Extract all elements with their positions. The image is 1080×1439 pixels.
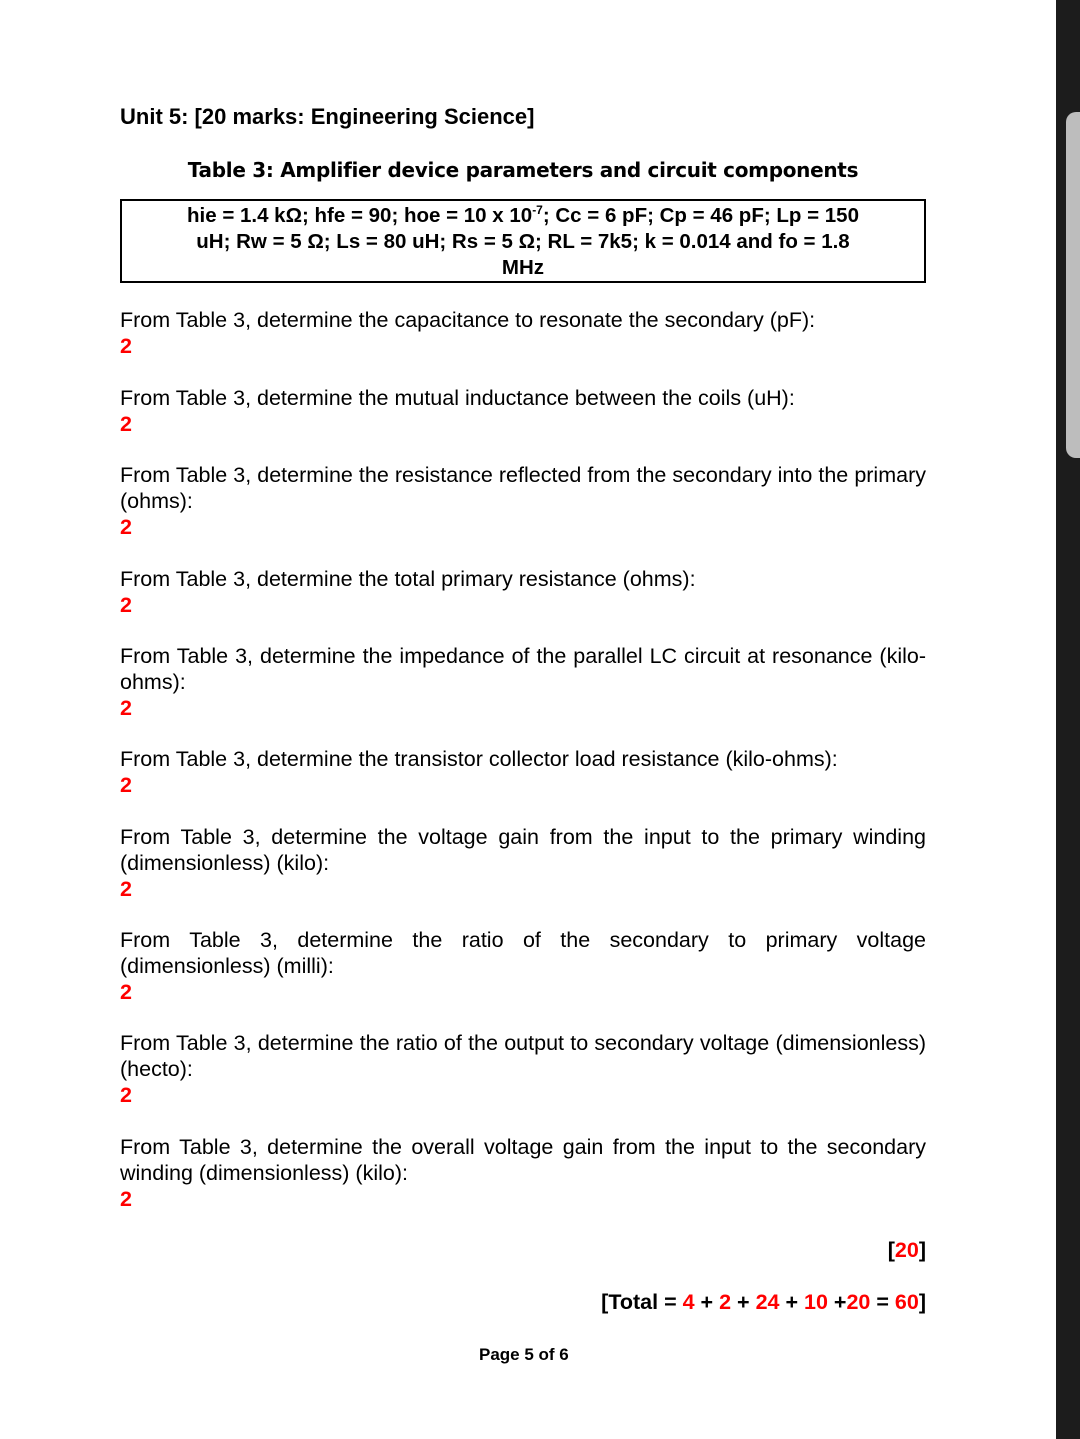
total-term: 24 (755, 1290, 780, 1314)
question-5 (120, 643, 926, 721)
scrollbar-thumb[interactable] (1066, 112, 1080, 458)
bracket-close: ] (918, 1238, 926, 1262)
params-line2: uH; Rw = 5 Ω; Ls = 80 uH; Rs = 5 Ω; RL = 7k5; k = 0.014 and fo = 1.8 (196, 230, 850, 253)
question-3 (120, 462, 926, 540)
question-text: From Table 3, determine the transistor collector load resistance (kilo-ohms): (120, 747, 838, 771)
total-marks-line (601, 1290, 926, 1315)
parameter-table (120, 199, 926, 283)
question-mark: 2 (120, 593, 132, 617)
params-line3: MHz (501, 256, 545, 279)
question-7 (120, 824, 926, 902)
question-text: From Table 3, determine the resistance reflected from the secondary into the primary (ohms): (120, 463, 926, 513)
question-text: From Table 3, determine the ratio of the output to secondary voltage (dimensionless) (hecto): (120, 1031, 926, 1081)
question-6 (120, 746, 926, 798)
total-term: 4 (682, 1290, 695, 1314)
question-mark: 2 (120, 412, 132, 436)
unit-heading: Unit 5: [20 marks: Engineering Science] (120, 104, 535, 129)
question-text: From Table 3, determine the voltage gain from the input to the primary winding (dimensionless) (kilo): (120, 825, 926, 875)
total-term: 20 (846, 1290, 871, 1314)
question-text: From Table 3, determine the ratio of the secondary to primary voltage (dimensionless) (milli): (120, 928, 926, 978)
section-marks (888, 1238, 926, 1263)
question-mark: 2 (120, 877, 132, 901)
question-text: From Table 3, determine the mutual inductance between the coils (uH): (120, 386, 795, 410)
table-caption: Table 3: Amplifier device parameters and circuit components (187, 158, 859, 182)
params-exponent: -7 (532, 203, 543, 217)
question-text: From Table 3, determine the capacitance to resonate the secondary (pF): (120, 308, 816, 332)
question-mark: 2 (120, 1083, 132, 1107)
question-1 (120, 307, 926, 359)
question-text: From Table 3, determine the overall voltage gain from the input to the secondary winding (dimensionless) (kilo): (120, 1135, 926, 1185)
total-term: 10 (804, 1290, 828, 1314)
total-operator: + (827, 1290, 847, 1314)
question-10 (120, 1134, 926, 1212)
total-term: 2 (719, 1290, 732, 1314)
question-mark: 2 (120, 334, 132, 358)
question-mark: 2 (120, 696, 132, 720)
total-prefix: [Total = (601, 1290, 683, 1314)
params-line1-pre: hie = 1.4 kΩ; hfe = 90; hoe = 10 x 10 (187, 204, 533, 227)
question-2 (120, 385, 926, 437)
total-suffix: ] (918, 1290, 926, 1314)
total-operator: + (731, 1290, 756, 1314)
question-mark: 2 (120, 1187, 132, 1211)
bracket-open: [ (887, 1238, 895, 1262)
params-line1-post: ; Cc = 6 pF; Cp = 46 pF; Lp = 150 (542, 204, 859, 227)
total-equals: = (870, 1290, 895, 1314)
section-marks-value: 20 (894, 1238, 919, 1262)
question-text: From Table 3, determine the impedance of the parallel LC circuit at resonance (kilo-ohms): (120, 644, 926, 694)
total-sum: 60 (894, 1290, 919, 1314)
question-mark: 2 (120, 980, 132, 1004)
question-9 (120, 1030, 926, 1108)
page-number: Page 5 of 6 (479, 1345, 569, 1364)
question-mark: 2 (120, 773, 132, 797)
question-text: From Table 3, determine the total primary resistance (ohms): (120, 567, 696, 591)
total-operator: + (779, 1290, 805, 1314)
question-mark: 2 (120, 515, 132, 539)
question-4 (120, 566, 926, 618)
total-operator: + (694, 1290, 720, 1314)
question-8 (120, 927, 926, 1005)
